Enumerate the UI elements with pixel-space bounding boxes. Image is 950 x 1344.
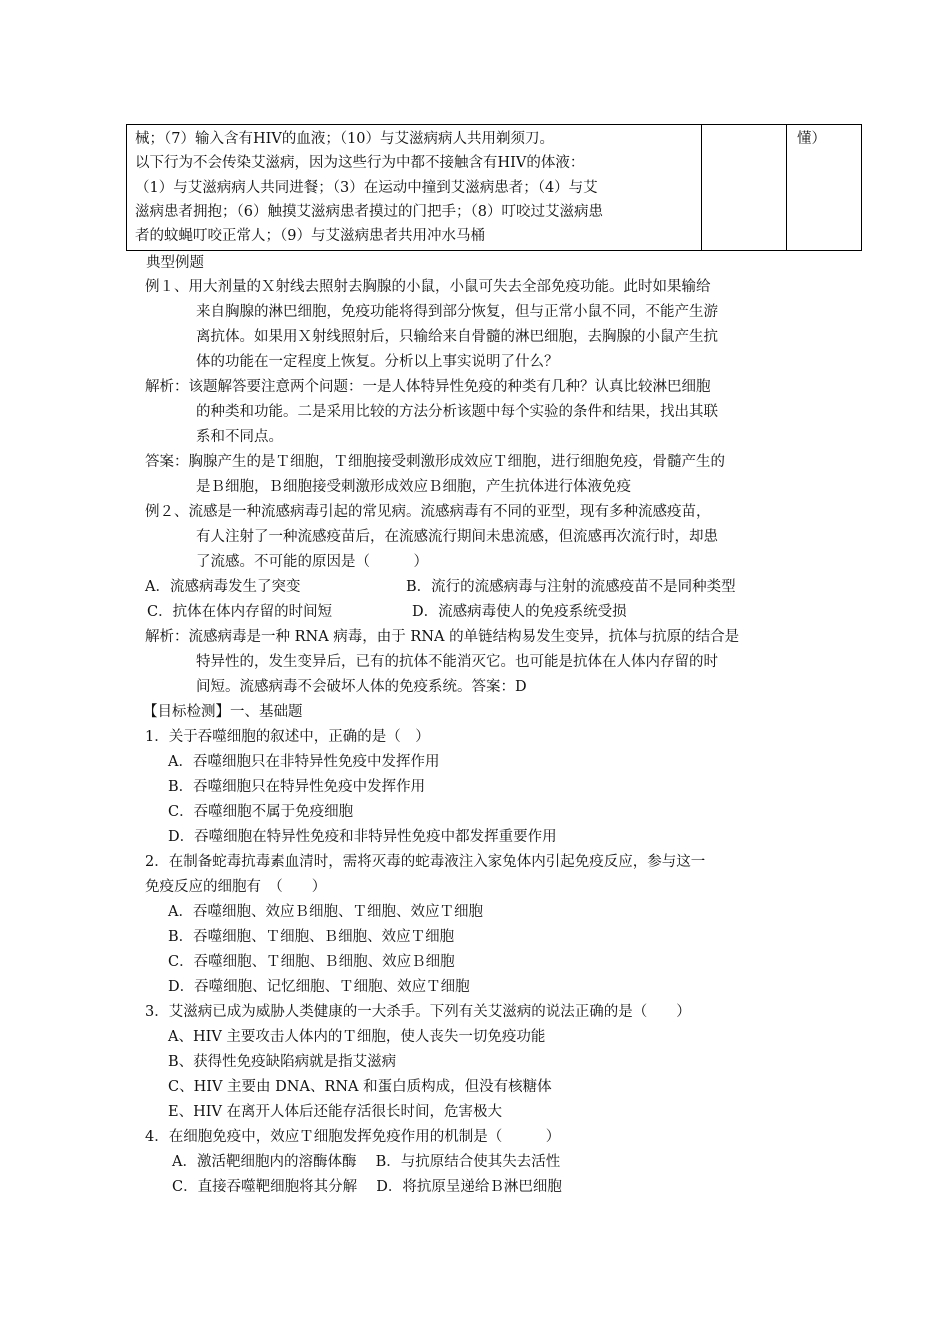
question-stem: 1．关于吞噬细胞的叙述中，正确的是（ ）	[145, 729, 430, 745]
question-option: B．吞噬细胞、Ｔ细胞、Ｂ细胞、效应Ｔ细胞	[168, 929, 455, 945]
table-note-text: 懂）	[797, 131, 826, 147]
example2-option-b: B．流行的流感病毒与注射的流感疫苗不是同种类型	[406, 579, 736, 595]
example2-line: 有人注射了一种流感疫苗后，在流感流行期间未患流感，但流感再次流行时，却患	[196, 529, 718, 545]
table-cell-note	[787, 125, 862, 251]
question-option: B、获得性免疫缺陷病就是指艾滋病	[168, 1054, 397, 1070]
table-line: 械；（7）输入含有HIV的血液；（10）与艾滋病病人共用剃须刀。	[135, 131, 555, 147]
example1-line: 离抗体。如果用Ｘ射线照射后，只输给来自骨髓的淋巴细胞，去胸腺的小鼠产生抗	[196, 329, 718, 345]
example2-analysis-line: 解析：流感病毒是一种 RNA 病毒，由于 RNA 的单链结构易发生变异，抗体与抗原的结合是	[145, 629, 740, 645]
question-option: C．吞噬细胞、Ｔ细胞、Ｂ细胞、效应Ｂ细胞	[168, 954, 455, 970]
question-stem: 3．艾滋病已成为威胁人类健康的一大杀手。下列有关艾滋病的说法正确的是（ ）	[145, 1004, 691, 1020]
question-stem: 2．在制备蛇毒抗毒素血清时，需将灭毒的蛇毒液注入家兔体内引起免疫反应，参与这一	[145, 854, 706, 870]
example1-answer-line: 是Ｂ细胞，Ｂ细胞接受刺激形成效应Ｂ细胞，产生抗体进行体液免疫	[196, 479, 631, 495]
continuation-table	[126, 124, 862, 251]
question-option: B．吞噬细胞只在特异性免疫中发挥作用	[168, 779, 426, 795]
question-option: E、HIV 在离开人体后还能存活很长时间，危害极大	[168, 1104, 503, 1120]
table-cell-empty	[702, 125, 787, 251]
example1-line: 例１、用大剂量的Ｘ射线去照射去胸腺的小鼠，小鼠可失去全部免疫功能。此时如果输给	[145, 279, 711, 295]
question-option: C、HIV 主要由 DNA、RNA 和蛋白质构成，但没有核糖体	[168, 1079, 552, 1095]
example1-analysis-line: 的种类和功能。二是采用比较的方法分析该题中每个实验的条件和结果，找出其联	[196, 404, 718, 420]
question-option-row: A．激活靶细胞内的溶酶体酶 B．与抗原结合使其失去活性	[172, 1154, 561, 1170]
example2-analysis-line: 特异性的，发生变异后，已有的抗体不能消灭它。也可能是抗体在人体内存留的时	[196, 654, 718, 670]
table-cell-content	[127, 125, 702, 251]
question-stem: 4．在细胞免疫中，效应Ｔ细胞发挥免疫作用的机制是（ ）	[145, 1129, 561, 1145]
question-stem: 免疫反应的细胞有 （ ）	[145, 879, 327, 895]
example1-line: 体的功能在一定程度上恢复。分析以上事实说明了什么？	[196, 354, 559, 370]
example2-option-d: D．流感病毒使人的免疫系统受损	[412, 604, 627, 620]
example1-line: 来自胸腺的淋巴细胞，免疫功能将得到部分恢复，但与正常小鼠不同，不能产生游	[196, 304, 718, 320]
question-option: D．吞噬细胞在特异性免疫和非特异性免疫中都发挥重要作用	[168, 829, 557, 845]
example1-analysis-line: 系和不同点。	[196, 429, 283, 445]
example2-line: 例２、流感是一种流感病毒引起的常见病。流感病毒有不同的亚型，现有多种流感疫苗，	[145, 504, 711, 520]
example2-option-c: C．抗体在体内存留的时间短	[147, 604, 333, 620]
table-line: 以下行为不会传染艾滋病，因为这些行为中都不接触含有HIV的体液：	[135, 155, 585, 172]
table-line: 者的蚊蝇叮咬正常人；（9）与艾滋病患者共用冲水马桶	[135, 228, 485, 245]
table-line: （1）与艾滋病病人共同进餐；（3）在运动中撞到艾滋病患者；（4）与艾	[135, 179, 598, 196]
question-option: C．吞噬细胞不属于免疫细胞	[168, 804, 354, 820]
question-option: D．吞噬细胞、记忆细胞、Ｔ细胞、效应Ｔ细胞	[168, 979, 470, 995]
example1-answer-line: 答案：胸腺产生的是Ｔ细胞，Ｔ细胞接受刺激形成效应Ｔ细胞，进行细胞免疫，骨髓产生的	[145, 454, 725, 470]
question-option: A．吞噬细胞只在非特异性免疫中发挥作用	[168, 754, 440, 770]
example2-analysis-line: 间短。流感病毒不会破坏人体的免疫系统。答案：D	[196, 679, 527, 695]
example2-option-a: A．流感病毒发生了突变	[145, 579, 301, 595]
question-option-row: C．直接吞噬靶细胞将其分解 D．将抗原呈递给Ｂ淋巴细胞	[172, 1179, 562, 1195]
table-line: 滋病患者拥抱；（6）触摸艾滋病患者摸过的门把手；（8）叮咬过艾滋病患	[135, 203, 603, 220]
section-title: 典型例题	[146, 255, 204, 271]
target-heading: 【目标检测】一、基础题	[143, 704, 303, 720]
question-option: A、HIV 主要攻击人体内的Ｔ细胞，使人丧失一切免疫功能	[168, 1029, 546, 1045]
example2-line: 了流感。不可能的原因是（ ）	[196, 554, 428, 570]
question-option: A．吞噬细胞、效应Ｂ细胞、Ｔ细胞、效应Ｔ细胞	[168, 904, 483, 920]
example1-analysis-line: 解析：该题解答要注意两个问题：一是人体特异性免疫的种类有几种？认真比较淋巴细胞	[145, 379, 711, 395]
